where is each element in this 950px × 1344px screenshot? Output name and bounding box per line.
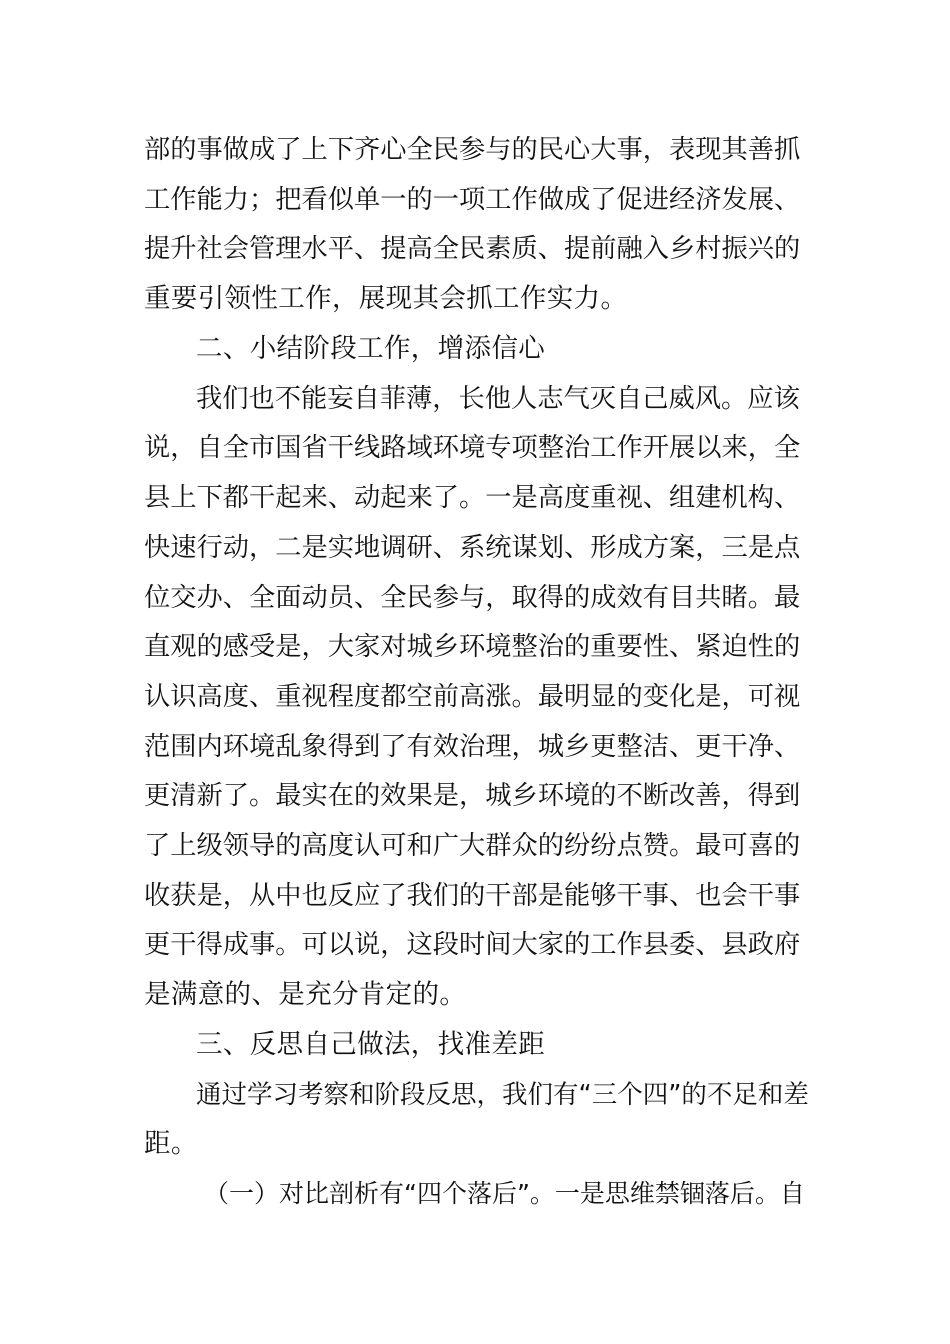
paragraph-line: 更清新了。最实在的效果是，城乡环境的不断改善，得到 bbox=[144, 781, 801, 811]
paragraph-line: 我们也不能妄自菲薄，长他人志气灭自己威风。应该 bbox=[196, 384, 800, 414]
paragraph-line: 说，自全市国省干线路域环境专项整治工作开展以来，全 bbox=[144, 433, 801, 463]
paragraph-line: 范围内环境乱象得到了有效治理，城乡更整洁、更干净、 bbox=[144, 732, 801, 762]
paragraph-line: 县上下都干起来、动起来了。一是高度重视、组建机构、 bbox=[144, 483, 801, 513]
paragraph-line: 通过学习考察和阶段反思，我们有“三个四”的不足和差 bbox=[196, 1080, 809, 1110]
section-heading: 二、小结阶段工作，增添信心 bbox=[196, 333, 546, 364]
subsection-line: （一）对比剖析有“四个落后”。一是思维禁锢落后。自 bbox=[204, 1179, 805, 1208]
section-heading: 三、反思自己做法，找准差距 bbox=[196, 1029, 546, 1060]
paragraph-line: 直观的感受是，大家对城乡环境整治的重要性、紧迫性的 bbox=[144, 632, 801, 662]
paragraph-line: 工作能力；把看似单一的一项工作做成了促进经济发展、 bbox=[144, 185, 801, 215]
paragraph-line: 收获是，从中也反应了我们的干部是能够干事、也会干事 bbox=[144, 881, 801, 911]
paragraph-line: 位交办、全面动员、全民参与，取得的成效有目共睹。最 bbox=[144, 583, 801, 613]
paragraph-line: 距。 bbox=[144, 1128, 198, 1159]
paragraph-line: 更干得成事。可以说，这段时间大家的工作县委、县政府 bbox=[144, 930, 801, 960]
paragraph-line: 了上级领导的高度认可和广大群众的纷纷点赞。最可喜的 bbox=[144, 831, 801, 861]
paragraph-line: 部的事做成了上下齐心全民参与的民心大事，表现其善抓 bbox=[144, 135, 801, 165]
paragraph-line: 快速行动，二是实地调研、系统谋划、形成方案，三是点 bbox=[144, 533, 801, 563]
paragraph-line: 提升社会管理水平、提高全民素质、提前融入乡村振兴的 bbox=[144, 234, 801, 264]
paragraph-line: 是满意的、是充分肯定的。 bbox=[144, 979, 467, 1010]
paragraph-line: 重要引领性工作，展现其会抓工作实力。 bbox=[144, 283, 628, 314]
paragraph-line: 认识高度、重视程度都空前高涨。最明显的变化是，可视 bbox=[144, 682, 801, 712]
